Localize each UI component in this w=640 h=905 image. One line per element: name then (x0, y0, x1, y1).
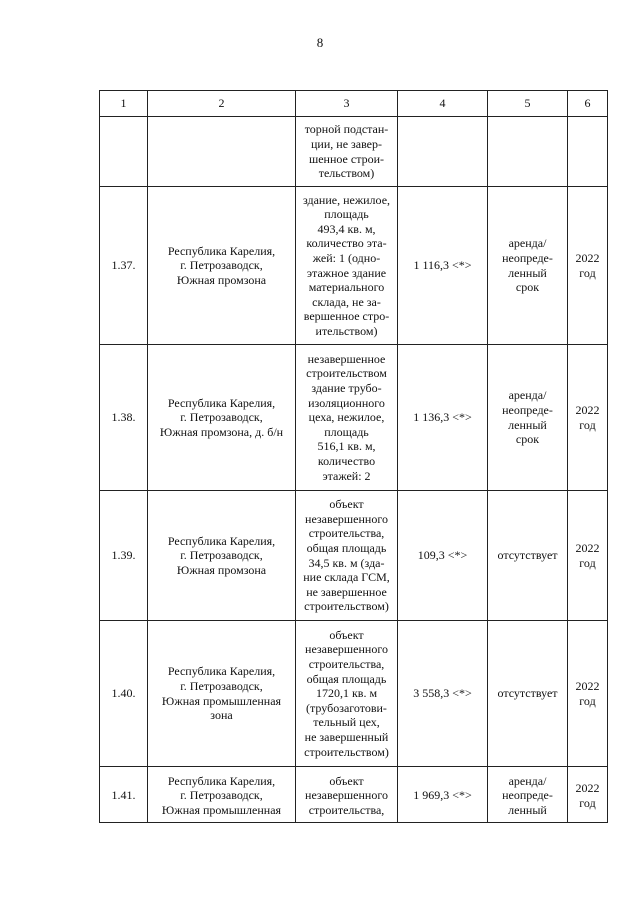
encumbrance-cell-line: неопреде- (502, 788, 553, 803)
encumbrance-cell-line: ленный (508, 417, 547, 432)
continuation-line: тельством) (318, 166, 375, 181)
description-cell-line: 34,5 кв. м (зда- (308, 555, 385, 570)
address-cell-line: г. Петрозаводск, (180, 788, 263, 803)
description-cell (296, 491, 398, 621)
description-cell-line: этажей: 2 (322, 468, 371, 483)
description-cell-line: здание, нежилое, (302, 192, 391, 207)
year-cell (568, 491, 608, 621)
address-cell-line: Южная промзона, д. б/н (159, 424, 284, 439)
description-cell-line: строительством) (304, 599, 389, 614)
address-cell-line: Республика Карелия, (167, 664, 276, 679)
value-cell: 109,3 <*> (398, 491, 488, 621)
description-cell-line: не завершенный (304, 729, 389, 744)
encumbrance-cell (488, 345, 568, 491)
year-cell (568, 187, 608, 345)
encumbrance-cell-line: отсутствует (497, 686, 558, 701)
description-cell-line: объект (329, 497, 364, 512)
address-cell-line: г. Петрозаводск, (180, 410, 263, 425)
description-cell (296, 621, 398, 767)
continuation-num (100, 117, 148, 187)
year-cell-line: 2022 (575, 780, 600, 795)
description-cell-line: строительства, (308, 526, 385, 541)
continuation-description (296, 117, 398, 187)
description-cell-line: объект (329, 773, 364, 788)
year-cell-line: год (579, 693, 596, 708)
description-cell-line: общая площадь (306, 671, 387, 686)
row-number: 1.40. (100, 621, 148, 767)
description-cell-line: не завершенное (306, 584, 387, 599)
address-cell (148, 187, 296, 345)
description-cell (296, 345, 398, 491)
encumbrance-cell-line: ленный (508, 802, 547, 817)
header-cell-2: 2 (148, 91, 296, 117)
header-cell-4: 4 (398, 91, 488, 117)
value-cell: 1 969,3 <*> (398, 767, 488, 823)
table-row (100, 187, 608, 345)
address-cell (148, 767, 296, 823)
address-cell-line: Республика Карелия, (167, 243, 276, 258)
description-cell-line: незавершенного (305, 788, 388, 803)
description-cell-line: количество эта- (306, 236, 387, 251)
header-cell-3: 3 (296, 91, 398, 117)
value-cell: 3 558,3 <*> (398, 621, 488, 767)
description-cell-line: незавершенного (305, 642, 388, 657)
year-cell (568, 621, 608, 767)
address-cell-line: г. Петрозаводск, (180, 678, 263, 693)
description-cell-line: 493,4 кв. м, (317, 221, 376, 236)
encumbrance-cell-line: срок (515, 432, 540, 447)
address-cell-line: Южная промзона (176, 272, 267, 287)
property-table (99, 90, 608, 823)
encumbrance-cell-line: аренда/ (508, 236, 547, 251)
description-cell-line: склада, не за- (312, 294, 381, 309)
description-cell-line: здание трубо- (311, 381, 382, 396)
description-cell (296, 187, 398, 345)
row-number: 1.38. (100, 345, 148, 491)
description-cell-line: строительства, (308, 657, 385, 672)
encumbrance-cell-line: аренда/ (508, 773, 547, 788)
address-cell-line: Республика Карелия, (167, 395, 276, 410)
year-cell (568, 345, 608, 491)
header-row (100, 91, 608, 117)
address-cell-line: Южная промышленная (161, 802, 282, 817)
encumbrance-cell-line: срок (515, 280, 540, 295)
address-cell-line: Южная промышленная (161, 693, 282, 708)
encumbrance-cell-line: отсутствует (497, 548, 558, 563)
table-row (100, 491, 608, 621)
encumbrance-cell (488, 621, 568, 767)
year-cell-line: год (579, 795, 596, 810)
row-number: 1.39. (100, 491, 148, 621)
year-cell-line: год (579, 417, 596, 432)
address-cell (148, 491, 296, 621)
address-cell-line: г. Петрозаводск, (180, 548, 263, 563)
description-cell-line: незавершенное (307, 351, 386, 366)
row-number: 1.37. (100, 187, 148, 345)
address-cell-line: Республика Карелия, (167, 773, 276, 788)
description-cell-line: жей: 1 (одно- (312, 250, 381, 265)
description-cell-line: материального (308, 280, 385, 295)
description-cell-line: объект (329, 627, 364, 642)
description-cell (296, 767, 398, 823)
encumbrance-cell-line: неопреде- (502, 402, 553, 417)
encumbrance-cell (488, 491, 568, 621)
description-cell-line: изоляционного (308, 395, 385, 410)
description-cell-line: вершенное стро- (303, 309, 390, 324)
continuation-encumbrance (488, 117, 568, 187)
encumbrance-cell-line: аренда/ (508, 388, 547, 403)
continuation-value (398, 117, 488, 187)
description-cell-line: тельный цех, (313, 715, 380, 730)
address-cell-line: Южная промзона (176, 562, 267, 577)
row-number: 1.41. (100, 767, 148, 823)
continuation-address (148, 117, 296, 187)
address-cell-line: г. Петрозаводск, (180, 258, 263, 273)
header-cell-5: 5 (488, 91, 568, 117)
year-cell (568, 767, 608, 823)
page-number: 8 (316, 35, 324, 50)
description-cell-line: 1720,1 кв. м (315, 686, 378, 701)
header-cell-6: 6 (568, 91, 608, 117)
description-cell-line: незавершенного (305, 511, 388, 526)
table-row (100, 345, 608, 491)
continuation-line: ции, не завер- (311, 136, 382, 151)
encumbrance-cell-line: неопреде- (502, 250, 553, 265)
value-cell: 1 136,3 <*> (398, 345, 488, 491)
address-cell (148, 345, 296, 491)
year-cell-line: 2022 (575, 402, 600, 417)
description-cell-line: 516,1 кв. м, (317, 439, 376, 454)
continuation-line: шенное строи- (308, 151, 385, 166)
description-cell-line: количество (317, 453, 376, 468)
encumbrance-cell (488, 187, 568, 345)
year-cell-line: год (579, 555, 596, 570)
description-cell-line: общая площадь (306, 540, 387, 555)
year-cell-line: 2022 (575, 540, 600, 555)
year-cell-line: 2022 (575, 678, 600, 693)
description-cell-line: ительством) (315, 323, 378, 338)
address-cell-line: зона (210, 708, 233, 723)
table-row (100, 621, 608, 767)
address-cell-line: Республика Карелия, (167, 533, 276, 548)
description-cell-line: цеха, нежилое, (308, 410, 385, 425)
encumbrance-cell-line: ленный (508, 265, 547, 280)
description-cell-line: строительством) (304, 744, 389, 759)
address-cell (148, 621, 296, 767)
year-cell-line: 2022 (575, 250, 600, 265)
encumbrance-cell (488, 767, 568, 823)
description-cell-line: площадь (324, 424, 369, 439)
description-cell-line: строительства, (308, 802, 385, 817)
description-cell-line: этажное здание (306, 265, 387, 280)
table-row (100, 767, 608, 823)
continuation-row (100, 117, 608, 187)
year-cell-line: год (579, 265, 596, 280)
table-body (100, 91, 608, 823)
header-cell-1: 1 (100, 91, 148, 117)
description-cell-line: строительством (306, 366, 387, 381)
description-cell-line: (трубозаготови- (306, 700, 387, 715)
continuation-year (568, 117, 608, 187)
value-cell: 1 116,3 <*> (398, 187, 488, 345)
description-cell-line: площадь (324, 207, 369, 222)
description-cell-line: ние склада ГСМ, (303, 570, 390, 585)
continuation-line: торной подстан- (304, 122, 389, 137)
